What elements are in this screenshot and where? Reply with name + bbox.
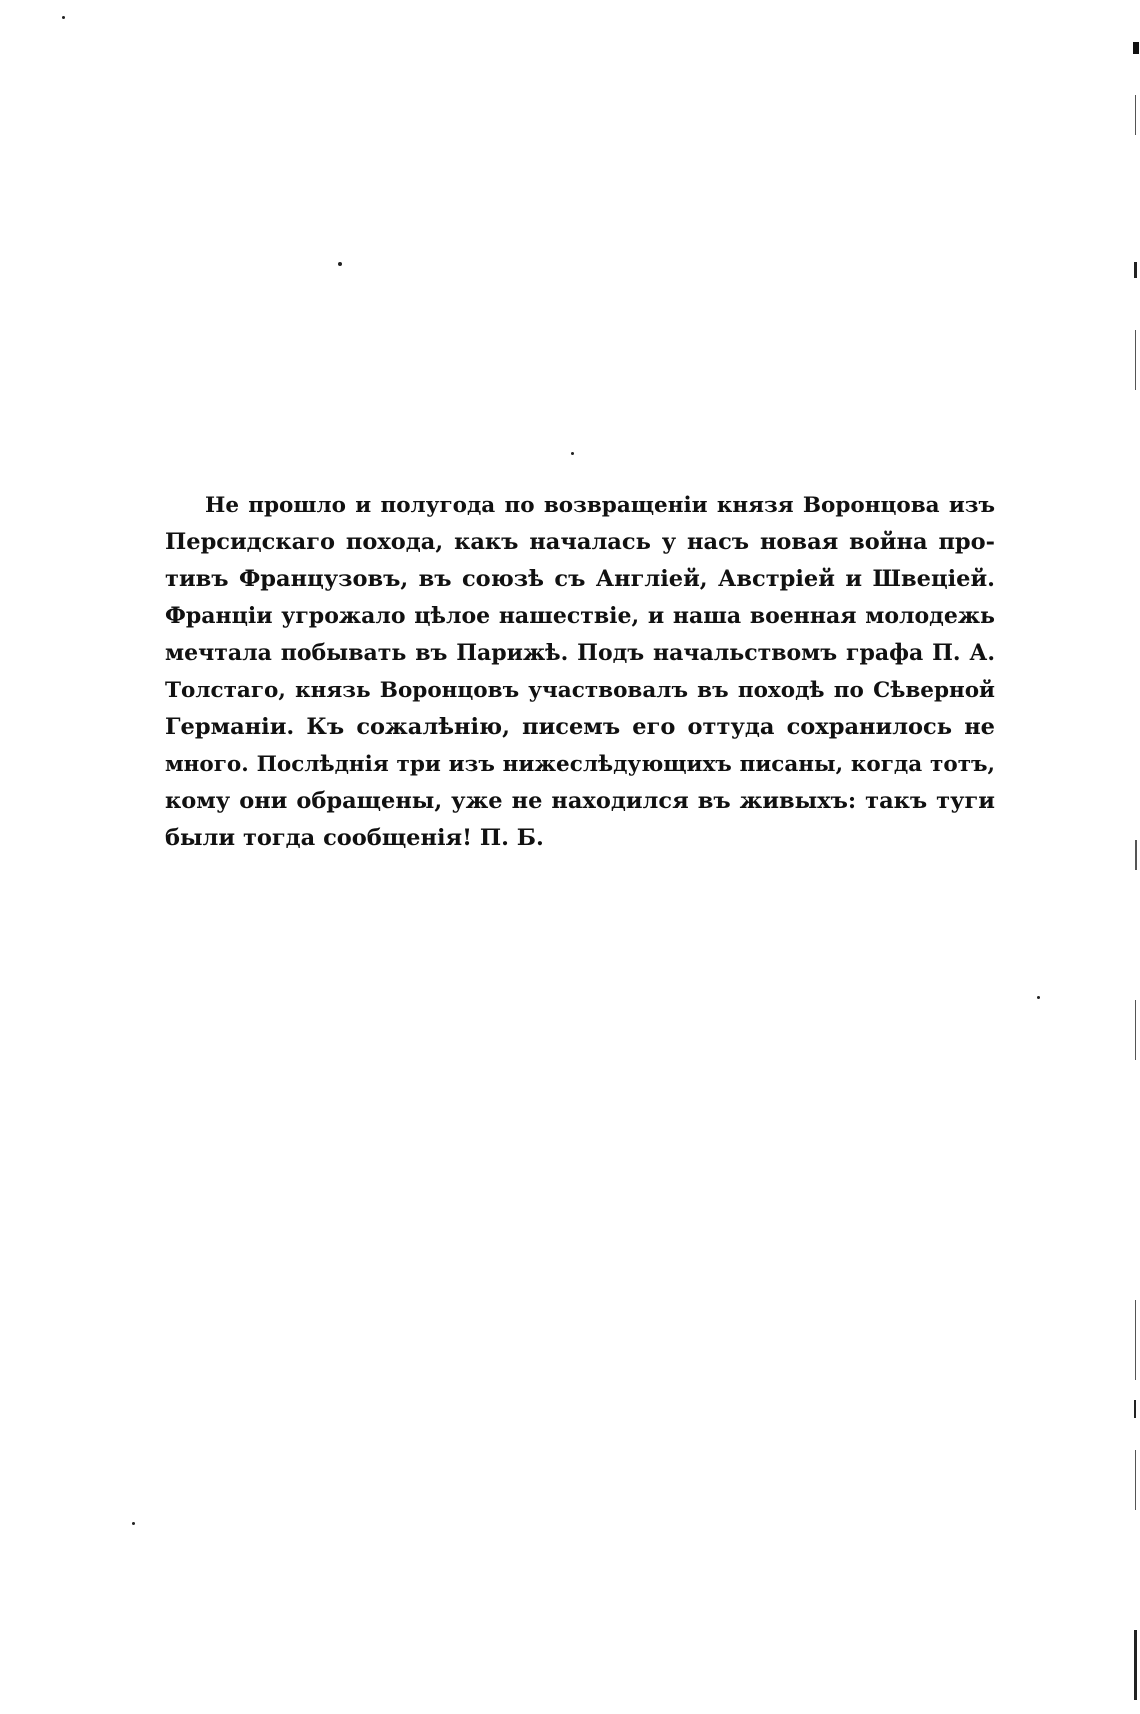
paragraph-line: Германіи. Къ сожалѣнію, писемъ его оттуда сохранилось не <box>165 714 995 740</box>
scan-speck <box>338 262 342 266</box>
paragraph-line: Толстаго, князь Воронцовъ участвовалъ въ походѣ по Сѣверной <box>165 678 995 703</box>
scan-edge-mark <box>1135 95 1136 135</box>
paragraph-line: Не прошло и полугода по возвращеніи князя Воронцова изъ <box>205 493 995 518</box>
paragraph-line: были тогда сообщенія! П. Б. <box>165 825 544 851</box>
scan-edge-mark <box>1134 262 1137 278</box>
scan-edge-mark <box>1135 1450 1136 1510</box>
paragraph-line: тивъ Французовъ, въ союзѣ съ Англіей, Австріей и Швеціей. <box>165 566 995 592</box>
scan-edge-mark <box>1135 1300 1136 1380</box>
scan-edge-mark <box>1135 840 1137 870</box>
scan-speck <box>1037 996 1040 999</box>
scan-speck <box>62 16 65 19</box>
paragraph-line: много. Послѣднія три изъ нижеслѣдующихъ писаны, когда тотъ, <box>165 752 995 777</box>
scan-edge-mark <box>1133 42 1139 54</box>
paragraph-line: мечтала побывать въ Парижѣ. Подъ начальствомъ графа П. А. <box>165 640 995 666</box>
paragraph-line: кому они обращены, уже не находился въ живыхъ: такъ туги <box>165 788 995 814</box>
scan-edge-mark <box>1134 1400 1136 1418</box>
paragraph-line: Персидскаго похода, какъ началась у насъ новая война про- <box>165 529 995 555</box>
scan-speck <box>571 452 574 455</box>
scan-edge-mark <box>1135 330 1136 390</box>
scan-speck <box>132 1522 135 1525</box>
scan-edge-mark <box>1134 1630 1137 1700</box>
editorial-note-paragraph <box>165 487 995 857</box>
paragraph-line: Франціи угрожало цѣлое нашествіе, и наша военная молодежь <box>165 603 995 629</box>
scan-edge-mark <box>1135 1000 1136 1060</box>
